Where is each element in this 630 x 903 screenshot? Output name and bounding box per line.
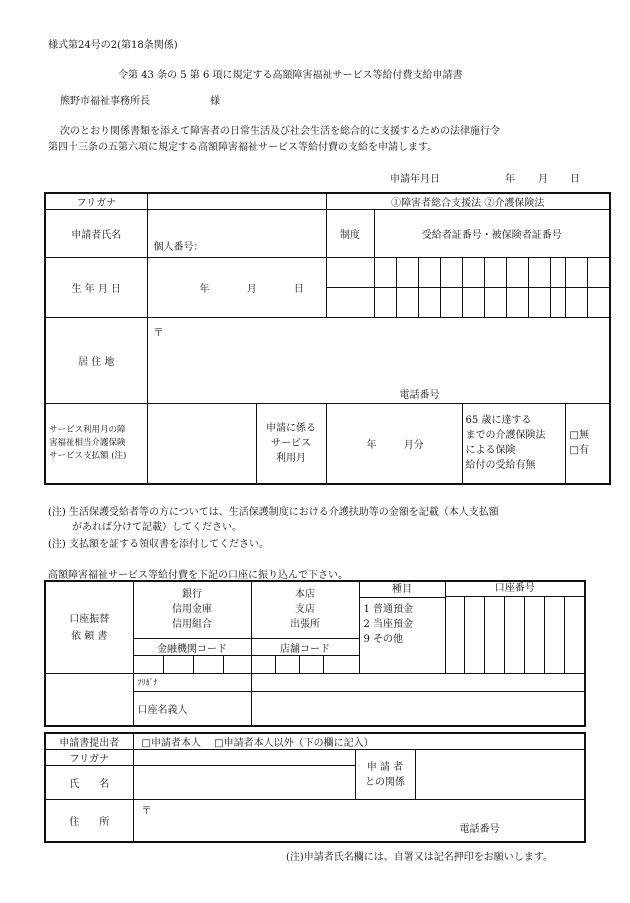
cert-digit[interactable] [440, 288, 462, 318]
service-amount-label: サービス利用月の障 害福祉相当介護保険 サービス支払額 (注) [45, 404, 147, 484]
residence-field[interactable] [147, 318, 610, 404]
bank-type-kumiai: 信用組合 [172, 619, 212, 631]
system-label: 制度 [326, 210, 374, 258]
system-cell[interactable] [326, 288, 374, 318]
cert-digit[interactable] [374, 288, 396, 318]
type-other: 9 その他 [363, 634, 404, 645]
furigana-label: フリガナ [45, 193, 147, 210]
branch-code-label: 店舗コード [251, 638, 359, 656]
branch-code-digit[interactable] [251, 656, 275, 674]
birth-year: 年 [199, 284, 210, 295]
holder-label: 口座名義人 [133, 692, 251, 726]
cert-digit[interactable] [418, 258, 440, 288]
cert-digit[interactable] [418, 288, 440, 318]
account-digit[interactable] [485, 597, 505, 673]
branch-code-digit[interactable] [299, 656, 323, 674]
cert-digit[interactable] [484, 288, 506, 318]
cert-digit[interactable] [506, 258, 528, 288]
holder-field[interactable] [251, 692, 585, 726]
applicant-name-field[interactable] [147, 210, 326, 258]
insurance-options: ①障害者総合支援法 ②介護保険法 [326, 193, 610, 210]
account-type[interactable] [359, 581, 445, 674]
cert-digit[interactable] [565, 288, 587, 318]
phone-label: 電話番号 [399, 390, 440, 401]
account-number-area [445, 581, 585, 674]
bank-type-shinkin: 信用金庫 [172, 604, 212, 616]
holder-furigana-label: ﾌﾘｶﾞﾅ [133, 674, 251, 692]
cert-digit[interactable] [506, 288, 528, 318]
submitter-table [44, 732, 586, 843]
cert-digit[interactable] [528, 288, 550, 318]
postal-mark: 〒 [153, 328, 164, 339]
cert-digit[interactable] [587, 288, 610, 318]
branch-type-sub: 出張所 [290, 619, 320, 631]
service-month-label: 申請に係る サービス 利用月 [256, 404, 326, 484]
cert-digit[interactable] [528, 258, 550, 288]
form-number: 様式第24号の2(第18条関係) [48, 40, 178, 51]
submitter-other-checkbox[interactable]: □申請者本人以外（下の欄に記入） [214, 738, 374, 749]
applicant-table [44, 192, 611, 485]
addressee: 熊野市福祉事務所長 [60, 96, 150, 107]
bank-code-digit[interactable] [133, 656, 163, 674]
submitter-phone-label: 電話番号 [459, 824, 500, 835]
submitter-choices [133, 733, 585, 750]
birthdate-label: 生 年 月 日 [45, 258, 147, 318]
service-amount-field[interactable] [147, 404, 256, 484]
birth-day: 日 [293, 284, 304, 295]
transfer-request-label: 口座振替 依 頼 書 [45, 581, 133, 674]
bank-intro: 高額障害福祉サービス等給付費を下記の口座に振り込んで下さい。 [48, 570, 348, 581]
intro-line-1: 次のとおり関係書類を添えて障害者の日常生活及び社会生活を総合的に支援するための法律施行令 [60, 126, 500, 137]
type-ordinary: 1 普通預金 [363, 604, 414, 615]
cert-digit[interactable] [462, 288, 484, 318]
application-date-label: 申請年月日 [390, 174, 440, 185]
branch-code-digit[interactable] [275, 656, 299, 674]
cert-digit[interactable] [587, 258, 610, 288]
account-digit[interactable] [525, 597, 545, 673]
cert-digit[interactable] [440, 258, 462, 288]
footer-note: (注)申請者氏名欄には、自署又は記名押印をお願いします。 [286, 852, 554, 863]
application-day: 日 [570, 174, 580, 185]
yes-checkbox[interactable]: □有 [569, 445, 589, 457]
intro-line-2: 第四十三条の五第六項に規定する高額障害福祉サービス等給付費の支給を申請します。 [48, 142, 438, 153]
branch-type-branch: 支店 [295, 604, 315, 616]
cert-digit[interactable] [374, 258, 396, 288]
residence-label: 居 住 地 [45, 318, 147, 404]
cert-digit[interactable] [550, 258, 565, 288]
bank-table [44, 580, 586, 727]
service-month-field[interactable] [326, 404, 462, 484]
applicant-name-label: 申請者氏名 [45, 210, 147, 258]
account-digit[interactable] [565, 597, 584, 673]
birthdate-field[interactable] [147, 258, 326, 318]
bank-code-digit[interactable] [193, 656, 223, 674]
age65-label: 65 歳に達する までの介護保険法 による保険 給付の受給有無 [462, 404, 565, 484]
type-current: 2 当座預金 [363, 619, 414, 630]
account-digit[interactable] [545, 597, 565, 673]
account-type-header: 種目 [359, 582, 445, 598]
cert-digit[interactable] [565, 258, 587, 288]
submitter-postal-mark: 〒 [141, 806, 152, 817]
cert-number-label: 受給者証番号・被保険者証番号 [374, 210, 610, 258]
ym-month: 月分 [403, 439, 424, 451]
birth-month: 月 [246, 284, 257, 295]
cert-digit[interactable] [484, 258, 506, 288]
note-1a: (注) 生活保護受給者等の方については、生活保護制度における介護扶助等の金額を記載（本人支払額 [48, 507, 499, 518]
ym-year: 年 [366, 439, 377, 451]
age65-choices [565, 404, 610, 484]
note-2: (注) 支払額を証する領収書を添付してください。 [48, 539, 269, 550]
application-year: 年 [505, 174, 515, 185]
personal-number-label: 個人番号： [153, 242, 204, 253]
cert-digit[interactable] [396, 288, 418, 318]
holder-furigana-field[interactable] [251, 674, 585, 692]
bank-code-label: 金融機関コード [133, 638, 251, 656]
branch-code-spacer [323, 656, 359, 674]
relation-field[interactable] [415, 750, 585, 800]
branch-type-head: 本店 [295, 589, 315, 601]
note-1b: があれば分けて記載）してください。 [72, 522, 242, 533]
cert-digit[interactable] [396, 258, 418, 288]
furigana-field[interactable] [147, 193, 326, 210]
bank-blank [45, 674, 133, 726]
no-checkbox[interactable]: □無 [569, 430, 589, 442]
submitter-furigana-label: フリガナ [45, 750, 133, 766]
submitter-address-label: 住 所 [45, 800, 133, 842]
account-digit[interactable] [446, 597, 466, 673]
bank-code-digit[interactable] [163, 656, 193, 674]
submitter-address-field[interactable] [133, 800, 585, 842]
submitter-furigana-field[interactable] [133, 750, 355, 766]
honorific: 様 [210, 96, 220, 107]
bank-name-field[interactable] [133, 581, 251, 638]
branch-name-field[interactable] [251, 581, 359, 638]
bank-type-bank: 銀行 [182, 589, 202, 601]
submitter-self-checkbox[interactable]: □申請者本人 [141, 738, 201, 749]
form-title: 令第 43 条の 5 第 6 項に規定する高額障害福祉サービス等給付費支給申請書 [118, 70, 463, 81]
account-digit[interactable] [505, 597, 525, 673]
submitter-name-label: 氏 名 [45, 766, 133, 800]
submitter-label: 申請書提出者 [45, 733, 133, 750]
relation-label: 申 請 者 との関係 [355, 750, 415, 800]
system-cell[interactable] [326, 258, 374, 288]
cert-digit[interactable] [550, 288, 565, 318]
bank-code-digit[interactable] [223, 656, 251, 674]
cert-digit[interactable] [462, 258, 484, 288]
account-digit[interactable] [465, 597, 485, 673]
account-number-header: 口座番号 [446, 582, 585, 597]
application-month: 月 [538, 174, 548, 185]
submitter-name-field[interactable] [133, 766, 355, 800]
